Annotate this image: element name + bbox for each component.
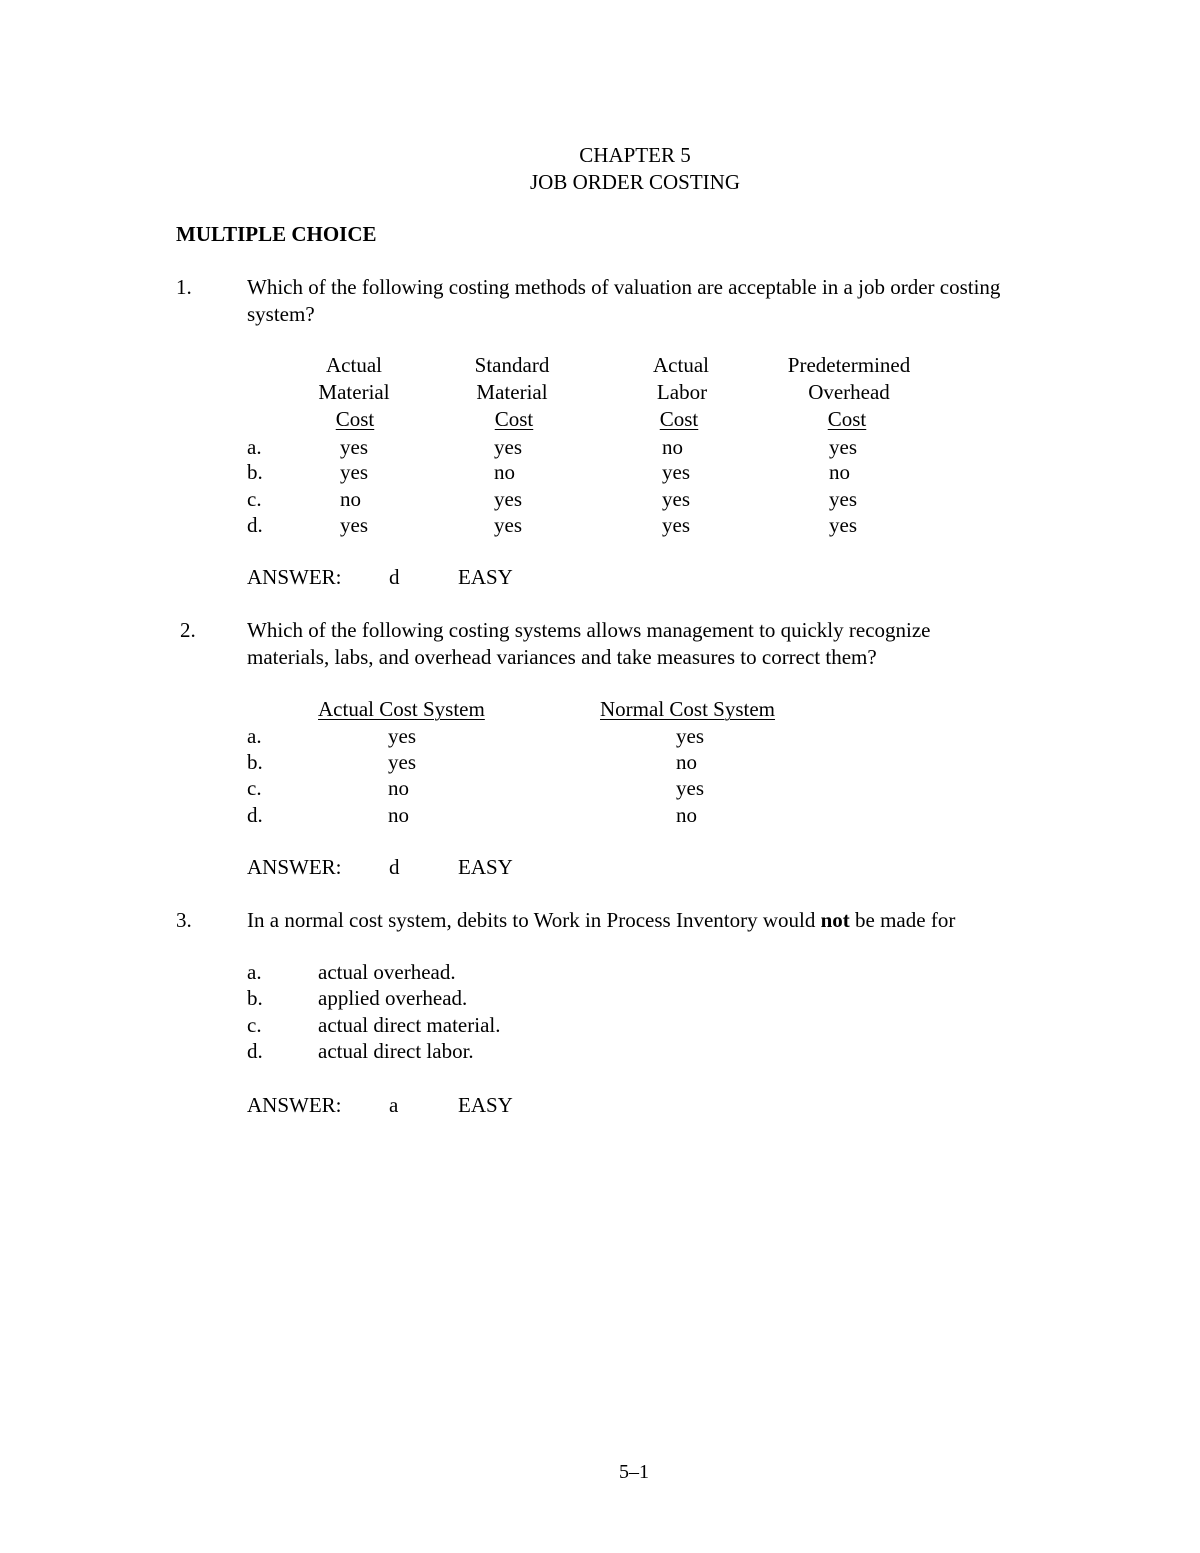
table-cell: no [829,460,850,484]
question-text-emphasis: not [820,908,850,932]
answer-label: ANSWER: [247,565,342,589]
table-cell: yes [494,435,522,459]
column-header-line: Labor [656,380,708,404]
column-header-line: Predetermined [787,353,911,377]
table-cell: no [494,460,515,484]
question-text-part: be made for [849,908,956,932]
option-letter: a. [247,724,262,748]
option-letter: a. [247,960,262,984]
column-header-line: Material [476,380,548,404]
table-cell: no [676,750,697,774]
option-letter: d. [247,1039,263,1063]
option-letter: c. [247,487,262,511]
table-cell: yes [340,460,368,484]
table-cell: no [662,435,683,459]
chapter-heading: CHAPTER 5 [579,143,691,167]
page-number: 5–1 [619,1461,649,1483]
option-letter: b. [247,750,263,774]
table-cell: yes [829,435,857,459]
answer-label: ANSWER: [247,1093,342,1117]
table-cell: yes [829,487,857,511]
table-cell: yes [662,487,690,511]
table-cell: no [388,776,409,800]
table-cell: yes [676,776,704,800]
answer-value: a [389,1093,399,1117]
option-text: actual direct labor. [318,1039,474,1063]
option-letter: c. [247,776,262,800]
difficulty-label: EASY [458,1093,513,1117]
column-header-line: Cost [494,407,534,431]
table-cell: yes [829,513,857,537]
table-cell: yes [340,513,368,537]
question-text: system? [247,302,315,326]
difficulty-label: EASY [458,855,513,879]
column-header-line: Cost [827,407,867,431]
table-cell: yes [388,724,416,748]
table-cell: no [340,487,361,511]
table-cell: yes [662,513,690,537]
column-header-line: Material [318,380,390,404]
chapter-title: JOB ORDER COSTING [529,170,741,194]
option-letter: c. [247,1013,262,1037]
question-number: 2. [180,618,196,642]
difficulty-label: EASY [458,565,513,589]
option-letter: a. [247,435,262,459]
table-cell: yes [340,435,368,459]
option-text: applied overhead. [318,986,468,1010]
section-title: MULTIPLE CHOICE [176,222,377,246]
option-letter: d. [247,513,263,537]
question-text [247,910,955,931]
option-letter: b. [247,460,263,484]
column-header-line: Actual [653,353,709,377]
option-letter: b. [247,986,263,1010]
column-header-line: Cost [335,407,375,431]
question-number: 3. [176,908,192,932]
table-cell: yes [494,487,522,511]
option-text: actual direct material. [318,1013,501,1037]
answer-value: d [389,855,400,879]
question-text: Which of the following costing systems allows management to quickly recognize [247,618,931,642]
answer-value: d [389,565,400,589]
option-letter: d. [247,803,263,827]
table-cell: yes [676,724,704,748]
table-cell: no [676,803,697,827]
question-number: 1. [176,275,192,299]
question-text-part: In a normal cost system, debits to Work in Process Inventory would [247,908,821,932]
question-text: Which of the following costing methods of valuation are acceptable in a job order costing [247,275,1001,299]
answer-label: ANSWER: [247,855,342,879]
table-cell: yes [662,460,690,484]
table-cell: no [388,803,409,827]
column-header-line: Overhead [808,380,890,404]
table-cell: yes [388,750,416,774]
column-header-line: Cost [659,407,699,431]
question-text: materials, labs, and overhead variances and take measures to correct them? [247,645,877,669]
column-header-line: Standard [474,353,550,377]
table-cell: yes [494,513,522,537]
column-header-line: Actual [326,353,382,377]
column-header: Normal Cost System [600,697,776,721]
option-text: actual overhead. [318,960,456,984]
column-header: Actual Cost System [318,697,485,721]
